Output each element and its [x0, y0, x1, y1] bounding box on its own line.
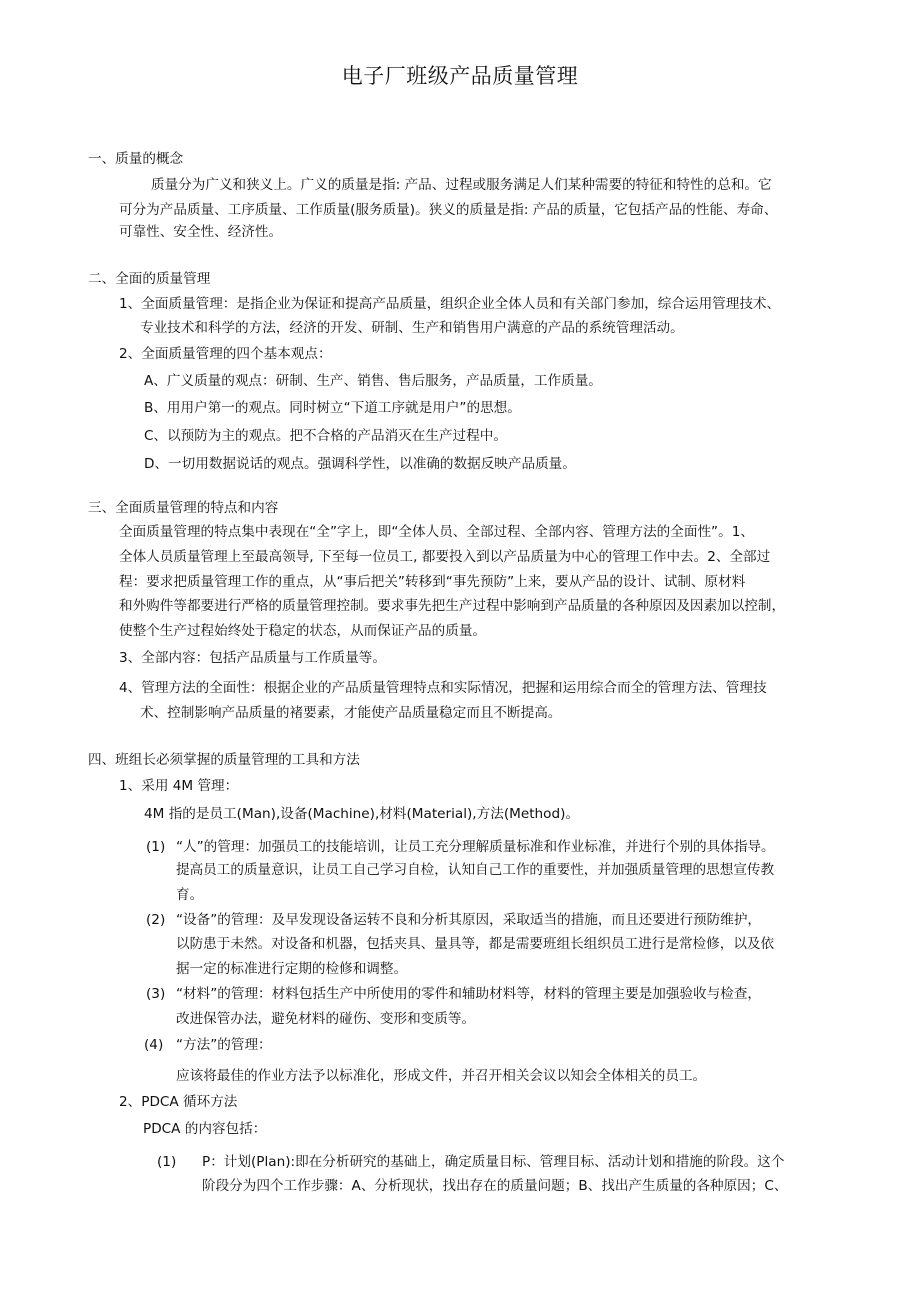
- viewpoint-c: C、以预防为主的观点。把不合格的产品消灭在生产过程中。: [144, 428, 507, 444]
- paragraph-line: 全体人员质量管理上至最高领导, 下至每一位员工, 都要投入到以产品质量为中心的管理工作中去。2、全部过: [119, 549, 771, 565]
- numbered-label: (1): [146, 839, 166, 855]
- list-item-subtext: PDCA 的内容包括：: [143, 1121, 267, 1137]
- list-item: 1、采用 4M 管理：: [119, 778, 239, 794]
- numbered-label: (1): [157, 1154, 177, 1170]
- section-heading-2: 二、全面的质量管理: [88, 271, 211, 287]
- list-item-subtext: 4M 指的是员工(Man),设备(Machine),材料(Material),方法(Method)。: [144, 806, 579, 822]
- list-item: 2、全面质量管理的四个基本观点：: [119, 346, 332, 362]
- document-title: 电子厂班级产品质量管理: [341, 64, 579, 88]
- list-item: 2、PDCA 循环方法: [119, 1094, 238, 1110]
- paragraph-line: 全面质量管理的特点集中表现在“全”字上，即“全体人员、全部过程、全部内容、管理方法的全面性”。1、: [119, 524, 754, 540]
- numbered-label: (3): [146, 986, 166, 1002]
- paragraph-line: 可靠性、安全性、经济性。: [119, 224, 283, 240]
- list-item-continuation: 专业技术和科学的方法，经济的开发、研制、生产和销售用户满意的产品的系统管理活动。: [140, 320, 684, 336]
- numbered-item-text: 育。: [176, 887, 204, 903]
- paragraph-line: 质量分为广义和狭义上。广义的质量是指: 产品、过程或服务满足人们某种需要的特征和特性的总和。它: [151, 177, 772, 193]
- paragraph-line: 使整个生产过程始终处于稳定的状态，从而保证产品的质量。: [119, 623, 487, 639]
- numbered-item-text: 据一定的标准进行定期的检修和调整。: [176, 961, 408, 977]
- list-item: 4、管理方法的全面性：根据企业的产品质量管理特点和实际情况，把握和运用综合而全的管理方法、管理技: [119, 680, 767, 696]
- numbered-item-text: “人”的管理：加强员工的技能培训，让员工充分理解质量标准和作业标准，并进行个别的具体指导。: [176, 839, 775, 855]
- numbered-item-text: “设备”的管理：及早发现设备运转不良和分析其原因，采取适当的措施，而且还要进行预防维护，: [176, 912, 762, 928]
- paragraph-line: 程：要求把质量管理工作的重点，从“事后把关”转移到“事先预防”上来，要从产品的设计、试制、原材料: [119, 574, 746, 590]
- numbered-item-text: 阶段分为四个工作步骤：A、分析现状，找出存在的质量问题；B、找出产生质量的各种原因；C、: [202, 1178, 788, 1194]
- numbered-label: (4): [144, 1037, 164, 1053]
- section-heading-4: 四、班组长必须掌握的质量管理的工具和方法: [88, 752, 360, 768]
- numbered-item-text: 以防患于未然。对设备和机器，包括夹具、量具等，都是需要班组长组织员工进行是常检修，以及依: [176, 936, 775, 952]
- section-heading-1: 一、质量的概念: [88, 151, 184, 167]
- section-heading-3: 三、全面质量管理的特点和内容: [88, 500, 279, 516]
- numbered-label: (2): [146, 912, 166, 928]
- list-item-continuation: 术、控制影响产品质量的褚要素，才能使产品质量稳定而且不断提高。: [140, 705, 562, 721]
- numbered-item-text: “材料”的管理：材料包括生产中所使用的零件和辅助材料等，材料的管理主要是加强验收与检查，: [176, 986, 762, 1002]
- numbered-item-text: 提高员工的质量意识，让员工自己学习自检，认知自己工作的重要性，并加强质量管理的思想宣传教: [176, 862, 775, 878]
- paragraph-line: 和外购件等都要进行严格的质量管理控制。要求事先把生产过程中影响到产品质量的各种原因及因素加以控制，: [119, 598, 786, 614]
- viewpoint-d: D、一切用数据说话的观点。强调科学性，以准确的数据反映产品质量。: [144, 456, 576, 472]
- list-item: 1、全面质量管理：是指企业为保证和提高产品质量，组织企业全体人员和有关部门参加，综合运用管理技术、: [119, 296, 781, 312]
- numbered-item-text: 改进保管办法，避免材料的碰伤、变形和变质等。: [176, 1011, 476, 1027]
- paragraph-line: 可分为产品质量、工序质量、工作质量(服务质量)。狭义的质量是指: 产品的质量，它包括产品的性能、寿命、: [119, 202, 778, 218]
- viewpoint-b: B、用用户第一的观点。同时树立“下道工序就是用户”的思想。: [144, 400, 521, 416]
- numbered-item-text: P：计划(Plan):即在分析研究的基础上，确定质量目标、管理目标、活动计划和措施的阶段。这个: [202, 1154, 785, 1170]
- list-item: 3、全部内容：包括产品质量与工作质量等。: [119, 650, 386, 666]
- numbered-item-text: 应该将最佳的作业方法予以标准化，形成文件，并召开相关会议以知会全体相关的员工。: [176, 1068, 707, 1084]
- numbered-item-text: “方法”的管理：: [176, 1037, 272, 1053]
- viewpoint-a: A、广义质量的观点：研制、生产、销售、售后服务，产品质量，工作质量。: [144, 373, 602, 389]
